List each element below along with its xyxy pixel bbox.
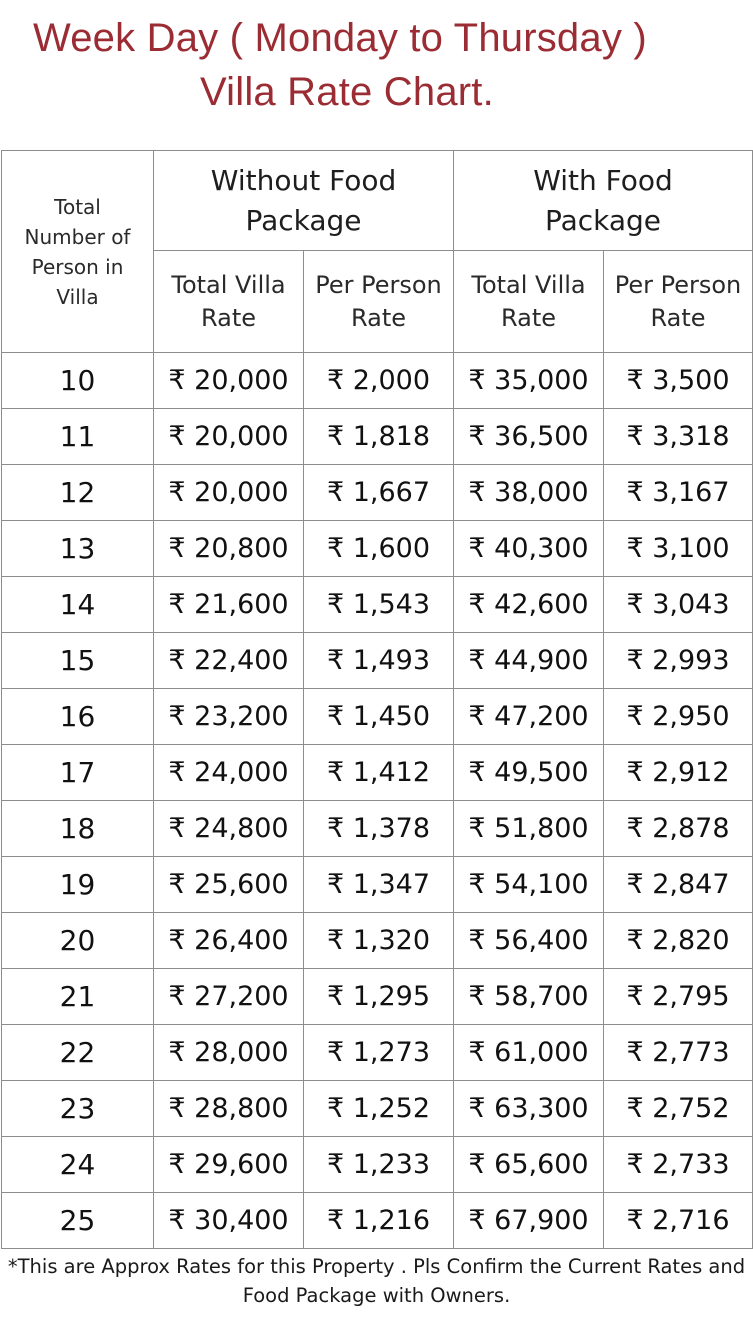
with-food-total-cell: ₹ 36,500 [454, 409, 604, 465]
without-food-per-person-cell: ₹ 1,273 [304, 1025, 454, 1081]
without-food-per-person-cell: ₹ 1,412 [304, 745, 454, 801]
with-food-total-cell: ₹ 42,600 [454, 577, 604, 633]
without-food-per-person-cell: ₹ 1,378 [304, 801, 454, 857]
table-row [2, 577, 753, 633]
rate-table-body [2, 353, 753, 1249]
with-food-total-cell: ₹ 63,300 [454, 1081, 604, 1137]
with-food-per-person-cell: ₹ 2,878 [604, 801, 753, 857]
subheader-label: Per Person Rate [614, 270, 742, 332]
with-food-total-cell: ₹ 44,900 [454, 633, 604, 689]
without-food-total-cell: ₹ 27,200 [154, 969, 304, 1025]
persons-cell: 14 [2, 577, 154, 633]
with-food-total-cell: ₹ 49,500 [454, 745, 604, 801]
with-food-label: With Food Package [533, 163, 673, 237]
table-row [2, 465, 753, 521]
persons-cell: 19 [2, 857, 154, 913]
without-food-total-cell: ₹ 25,600 [154, 857, 304, 913]
with-food-total-cell: ₹ 35,000 [454, 353, 604, 409]
with-food-per-person-cell: ₹ 3,167 [604, 465, 753, 521]
without-food-total-cell: ₹ 28,000 [154, 1025, 304, 1081]
persons-cell: 15 [2, 633, 154, 689]
without-food-total-cell: ₹ 20,000 [154, 353, 304, 409]
without-food-per-person-cell: ₹ 1,600 [304, 521, 454, 577]
without-food-per-person-cell: ₹ 1,295 [304, 969, 454, 1025]
with-food-per-person-cell: ₹ 2,993 [604, 633, 753, 689]
with-food-per-person-cell: ₹ 3,318 [604, 409, 753, 465]
persons-header-label: Total Number of Person in Villa [24, 194, 131, 309]
persons-cell: 13 [2, 521, 154, 577]
persons-cell: 22 [2, 1025, 154, 1081]
with-food-total-header [454, 251, 604, 353]
table-row [2, 745, 753, 801]
without-food-per-person-cell: ₹ 1,818 [304, 409, 454, 465]
table-row [2, 521, 753, 577]
without-food-total-cell: ₹ 20,800 [154, 521, 304, 577]
persons-cell: 20 [2, 913, 154, 969]
title-line-1: Week Day ( Monday to Thursday ) [33, 16, 647, 60]
with-food-total-cell: ₹ 54,100 [454, 857, 604, 913]
without-food-total-cell: ₹ 30,400 [154, 1193, 304, 1249]
table-row [2, 409, 753, 465]
with-food-total-cell: ₹ 40,300 [454, 521, 604, 577]
without-food-total-cell: ₹ 26,400 [154, 913, 304, 969]
persons-cell: 18 [2, 801, 154, 857]
table-row [2, 633, 753, 689]
subheader-label: Total Villa Rate [171, 270, 286, 332]
without-food-total-cell: ₹ 23,200 [154, 689, 304, 745]
without-food-per-person-cell: ₹ 1,450 [304, 689, 454, 745]
persons-cell: 25 [2, 1193, 154, 1249]
without-food-total-cell: ₹ 22,400 [154, 633, 304, 689]
rate-table-header [2, 151, 753, 353]
table-row [2, 969, 753, 1025]
with-food-per-person-header [604, 251, 753, 353]
with-food-per-person-cell: ₹ 2,716 [604, 1193, 753, 1249]
persons-cell: 12 [2, 465, 154, 521]
persons-column-header [2, 151, 154, 353]
without-food-per-person-cell: ₹ 1,347 [304, 857, 454, 913]
without-food-per-person-cell: ₹ 1,233 [304, 1137, 454, 1193]
persons-cell: 11 [2, 409, 154, 465]
with-food-total-cell: ₹ 38,000 [454, 465, 604, 521]
without-food-total-cell: ₹ 20,000 [154, 465, 304, 521]
without-food-per-person-cell: ₹ 1,667 [304, 465, 454, 521]
with-food-total-cell: ₹ 58,700 [454, 969, 604, 1025]
with-food-total-cell: ₹ 47,200 [454, 689, 604, 745]
without-food-per-person-cell: ₹ 1,543 [304, 577, 454, 633]
table-row [2, 689, 753, 745]
persons-cell: 10 [2, 353, 154, 409]
with-food-per-person-cell: ₹ 2,795 [604, 969, 753, 1025]
subheader-label: Total Villa Rate [471, 270, 586, 332]
without-food-total-cell: ₹ 28,800 [154, 1081, 304, 1137]
table-row [2, 1025, 753, 1081]
persons-cell: 21 [2, 969, 154, 1025]
with-food-per-person-cell: ₹ 2,912 [604, 745, 753, 801]
without-food-total-header [154, 251, 304, 353]
persons-cell: 17 [2, 745, 154, 801]
subheader-label: Per Person Rate [315, 270, 442, 332]
table-row [2, 1137, 753, 1193]
chart-title [0, 0, 753, 150]
without-food-per-person-cell: ₹ 2,000 [304, 353, 454, 409]
with-food-per-person-cell: ₹ 2,733 [604, 1137, 753, 1193]
with-food-total-cell: ₹ 65,600 [454, 1137, 604, 1193]
without-food-label: Without Food Package [210, 163, 397, 237]
without-food-per-person-cell: ₹ 1,493 [304, 633, 454, 689]
with-food-total-cell: ₹ 51,800 [454, 801, 604, 857]
without-food-per-person-cell: ₹ 1,216 [304, 1193, 454, 1249]
with-food-per-person-cell: ₹ 2,847 [604, 857, 753, 913]
table-row [2, 801, 753, 857]
disclaimer-note: *This are Approx Rates for this Property . Pls Confirm the Current Rates and Food Package with Owners. [7, 1255, 746, 1307]
rate-table [1, 150, 753, 1249]
persons-cell: 16 [2, 689, 154, 745]
with-food-per-person-cell: ₹ 3,500 [604, 353, 753, 409]
with-food-total-cell: ₹ 67,900 [454, 1193, 604, 1249]
table-row [2, 353, 753, 409]
with-food-per-person-cell: ₹ 2,773 [604, 1025, 753, 1081]
table-row [2, 1193, 753, 1249]
without-food-header [154, 151, 454, 251]
with-food-per-person-cell: ₹ 2,820 [604, 913, 753, 969]
persons-cell: 24 [2, 1137, 154, 1193]
with-food-per-person-cell: ₹ 3,043 [604, 577, 753, 633]
title-line-2: Villa Rate Chart. [200, 70, 494, 114]
table-row [2, 1081, 753, 1137]
with-food-total-cell: ₹ 61,000 [454, 1025, 604, 1081]
without-food-total-cell: ₹ 24,800 [154, 801, 304, 857]
with-food-total-cell: ₹ 56,400 [454, 913, 604, 969]
without-food-per-person-cell: ₹ 1,320 [304, 913, 454, 969]
with-food-per-person-cell: ₹ 2,752 [604, 1081, 753, 1137]
table-row [2, 857, 753, 913]
with-food-per-person-cell: ₹ 2,950 [604, 689, 753, 745]
table-row [2, 913, 753, 969]
without-food-total-cell: ₹ 24,000 [154, 745, 304, 801]
without-food-total-cell: ₹ 20,000 [154, 409, 304, 465]
with-food-header [454, 151, 753, 251]
without-food-total-cell: ₹ 29,600 [154, 1137, 304, 1193]
without-food-total-cell: ₹ 21,600 [154, 577, 304, 633]
persons-cell: 23 [2, 1081, 154, 1137]
without-food-per-person-cell: ₹ 1,252 [304, 1081, 454, 1137]
with-food-per-person-cell: ₹ 3,100 [604, 521, 753, 577]
without-food-per-person-header [304, 251, 454, 353]
